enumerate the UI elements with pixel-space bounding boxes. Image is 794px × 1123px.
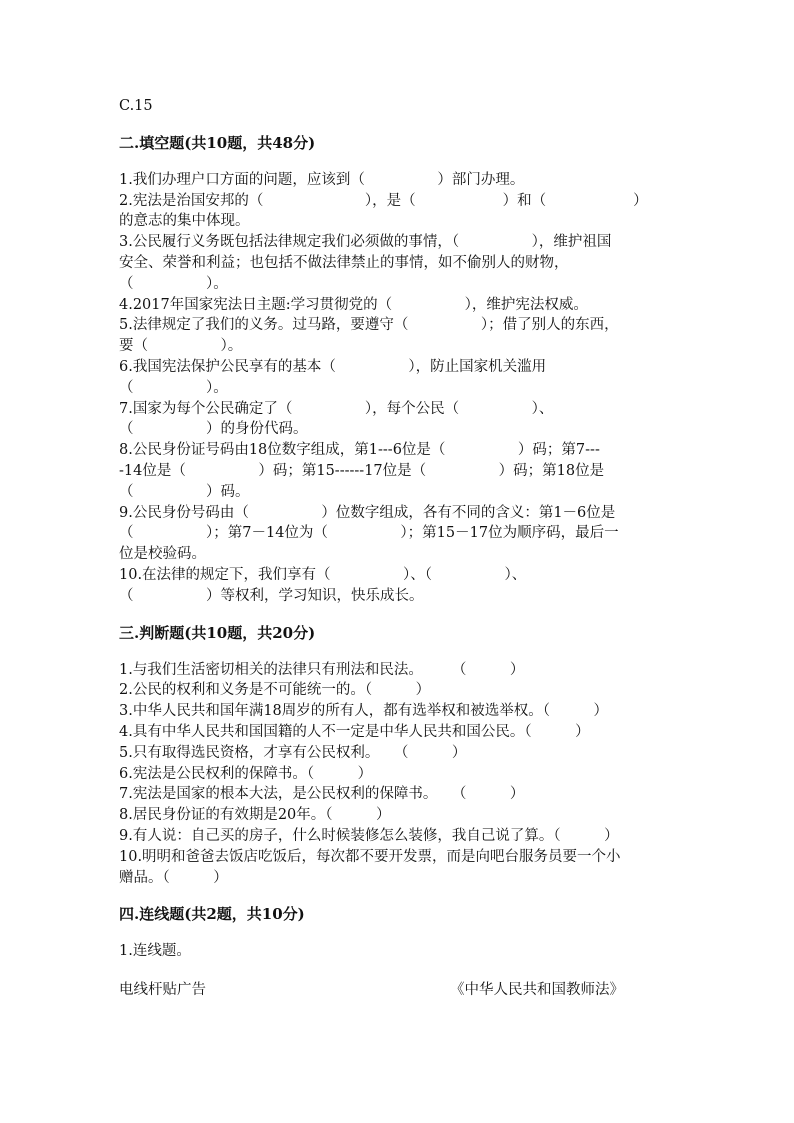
- fill-line: 的意志的集中体现。: [119, 213, 250, 230]
- fill-line: 7.国家为每个公民确定了（ ），每个公民（ ）、: [119, 400, 554, 417]
- page-content: [119, 96, 675, 1002]
- match-right-item: 《中华人民共和国教师法》: [450, 982, 624, 999]
- judge-line: 8.居民身份证的有效期是20年。（ ）: [119, 807, 391, 824]
- judge-line: 9.有人说：自己买的房子，什么时候装修怎么装修，我自己说了算。（ ）: [119, 827, 619, 844]
- judge-line: 4.具有中华人民共和国国籍的人不一定是中华人民共和国公民。（ ）: [119, 723, 590, 740]
- fill-line: （ ）码。: [119, 483, 250, 500]
- fill-line: （ ）等权利，学习知识，快乐成长。: [119, 587, 424, 604]
- fill-line: 要（ ）。: [119, 338, 243, 355]
- judge-line: 10.明明和爸爸去饭店吃饭后，每次都不要开发票，而是向吧台服务员要一个小: [119, 848, 621, 865]
- fill-line: 8.公民身份证号码由18位数字组成，第1---6位是（ ）码；第7---: [119, 442, 600, 459]
- match-question: 1.连线题。: [119, 943, 191, 960]
- judge-line: 5.只有取得选民资格，才享有公民权利。 （ ）: [119, 744, 467, 761]
- fill-line: 10.在法律的规定下，我们享有（ ）、（ ）、: [119, 566, 527, 583]
- fill-line: 位是校验码。: [119, 546, 206, 563]
- judge-line: 1.与我们生活密切相关的法律只有刑法和民法。 （ ）: [119, 661, 525, 678]
- match-left-item: 电线杆贴广告: [119, 982, 206, 999]
- fill-line: 5.法律规定了我们的义务。过马路，要遵守（ ）；借了别人的东西，: [119, 317, 619, 334]
- judge-line: 赠品。（ ）: [119, 869, 228, 886]
- match-row: [119, 980, 675, 1002]
- fill-section-body: [119, 170, 675, 607]
- fill-line: 1.我们办理户口方面的问题，应该到（ ）部门办理。: [119, 171, 525, 188]
- fill-line: （ ）。: [119, 379, 228, 396]
- fill-line: 9.公民身份号码由（ ）位数字组成，各有不同的含义：第1－6位是: [119, 504, 616, 521]
- fill-line: （ ）。: [119, 275, 228, 292]
- judge-section-title: 三.判断题(共10题，共20分): [119, 623, 316, 642]
- judge-line: 2.公民的权利和义务是不可能统一的。（ ）: [119, 682, 431, 699]
- fill-line: 2.宪法是治国安邦的（ ），是（ ）和（ ）: [119, 192, 648, 209]
- fill-line: -14位是（ ）码；第15------17位是（ ）码；第18位是: [119, 462, 605, 479]
- judge-line: 6.宪法是公民权利的保障书。（ ）: [119, 765, 373, 782]
- judge-line: 3.中华人民共和国年满18周岁的所有人，都有选举权和被选举权。（ ）: [119, 703, 609, 720]
- fill-line: （ ）；第7－14位为（ ）；第15－17位为顺序码，最后一: [119, 525, 619, 542]
- fill-section-title: 二.填空题(共10题，共48分): [119, 133, 316, 152]
- match-section-title: 四.连线题(共2题，共10分): [119, 905, 305, 924]
- fill-line: （ ）的身份代码。: [119, 421, 308, 438]
- judge-section-body: [119, 660, 675, 889]
- judge-line: 7.宪法是国家的根本大法，是公民权利的保障书。 （ ）: [119, 786, 525, 803]
- fill-line: 3.公民履行义务既包括法律规定我们必须做的事情，（ ），维护祖国: [119, 234, 612, 251]
- fill-line: 4.2017年国家宪法日主题:学习贯彻党的（ ），维护宪法权威。: [119, 296, 588, 313]
- option-c: C.15: [119, 98, 153, 114]
- fill-line: 6.我国宪法保护公民享有的基本（ ），防止国家机关滥用: [119, 358, 547, 375]
- fill-line: 安全、荣誉和利益；也包括不做法律禁止的事情，如不偷别人的财物，: [119, 254, 569, 271]
